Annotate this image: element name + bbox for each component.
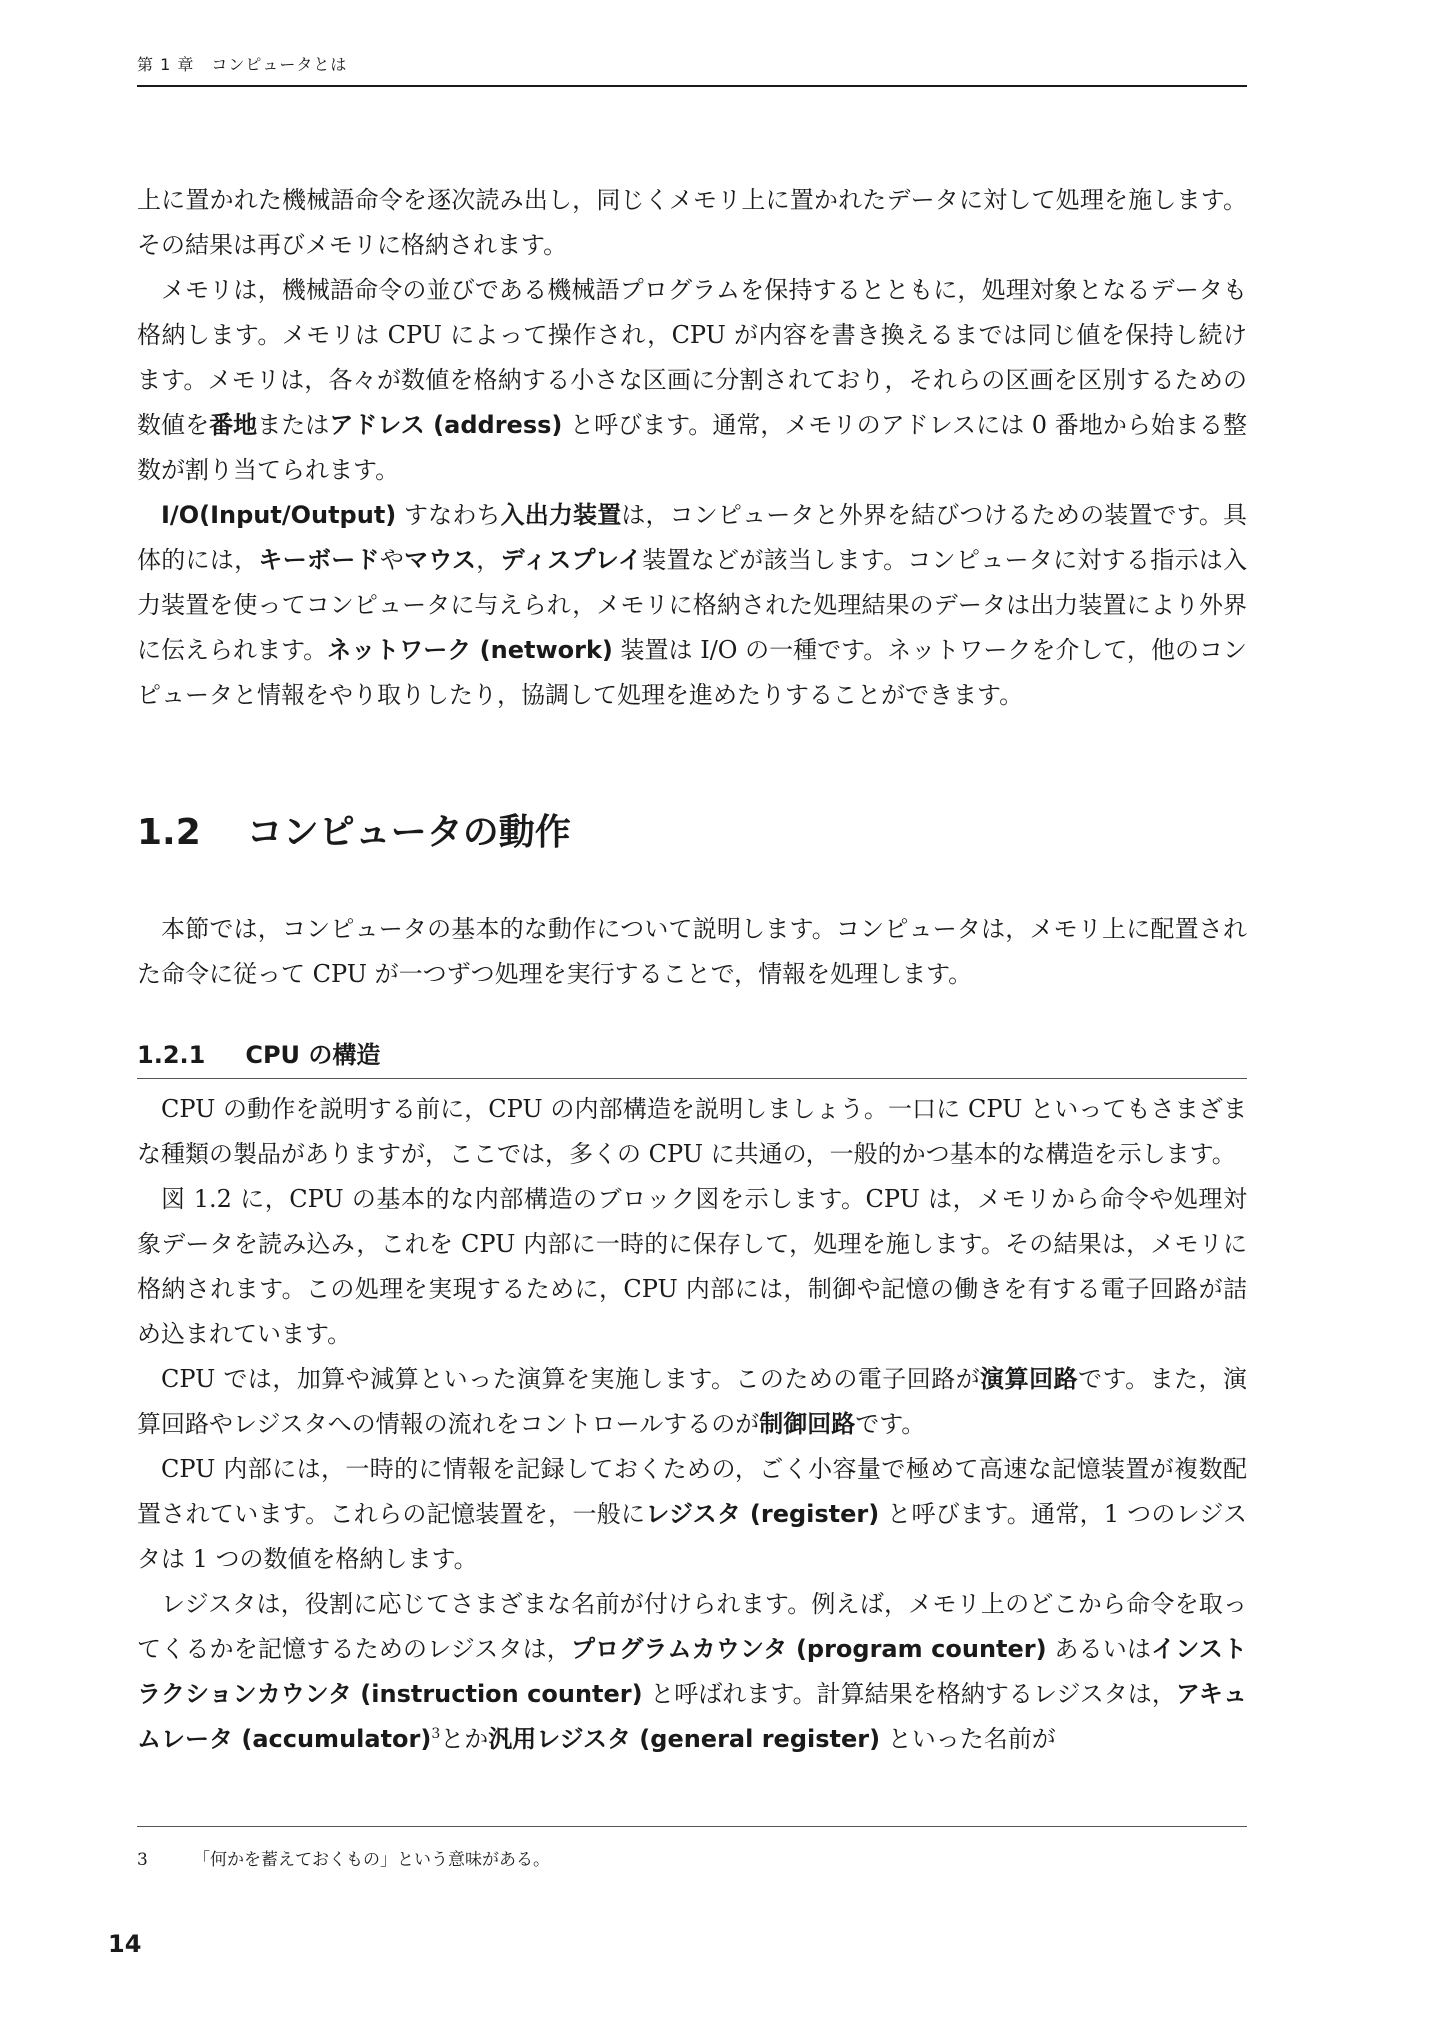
footnote-marker: 3 bbox=[431, 1726, 441, 1742]
term-accumulator: アキュムレータ (accumulator) bbox=[137, 1680, 1247, 1753]
text: 装置は I/O の一種です。ネットワークを介して，他のコンピュータと情報をやり取りしたり，協調して処理を進めたりすることができます。 bbox=[137, 636, 1247, 709]
subsection-number: 1.2.1 bbox=[137, 1041, 206, 1069]
term-io-device: 入出力装置 bbox=[500, 501, 622, 529]
footnote bbox=[137, 1826, 1247, 1870]
page-number: 14 bbox=[108, 1930, 142, 1958]
term-program-counter: プログラムカウンタ (program counter) bbox=[570, 1635, 1047, 1663]
term-alu: 演算回路 bbox=[980, 1365, 1079, 1393]
paragraph-cpu-2: 図 1.2 に，CPU の基本的な内部構造のブロック図を示します。CPU は，メモリから命令や処理対象データを読み込み，これを CPU 内部に一時的に保存して，処理を施します。その結果は，メモリに格納されます。この処理を実現するために，CPU 内部には，制御や記憶の働きを有する電子回路が詰め込まれています。 bbox=[137, 1185, 1247, 1348]
section-intro: 本節では，コンピュータの基本的な動作について説明します。コンピュータは，メモリ上に配置された命令に従って CPU が一つずつ処理を実行することで，情報を処理します。 bbox=[137, 915, 1247, 988]
section-number: 1.2 bbox=[137, 812, 201, 853]
term-register: レジスタ (register) bbox=[645, 1500, 880, 1528]
paragraph-cpu-5 bbox=[137, 1582, 1247, 1762]
text: あるいは bbox=[1046, 1635, 1152, 1663]
term-keyboard: キーボード bbox=[258, 546, 380, 574]
paragraph-memory bbox=[137, 268, 1247, 493]
text: と呼ばれます。計算結果を格納するレジスタは， bbox=[642, 1680, 1176, 1708]
term-banchi: 番地 bbox=[209, 411, 258, 439]
paragraph-cpu-4 bbox=[137, 1447, 1247, 1582]
text: といった名前が bbox=[880, 1725, 1056, 1753]
text: と呼びます。通常，メモリのアドレスには 0 番地から始まる整数が割り当てられます。 bbox=[137, 411, 1248, 484]
term-instruction-counter: インストラクションカウンタ (instruction counter) bbox=[137, 1635, 1247, 1708]
text: すなわち bbox=[396, 501, 501, 529]
text: と呼びます。通常，1 つのレジスタは 1 つの数値を格納します。 bbox=[137, 1500, 1247, 1573]
paragraph-continued: 上に置かれた機械語命令を逐次読み出し，同じくメモリ上に置かれたデータに対して処理を施します。その結果は再びメモリに格納されます。 bbox=[137, 186, 1247, 259]
subsection-title: CPU の構造 bbox=[245, 1041, 381, 1069]
term-mouse: マウス bbox=[404, 546, 477, 574]
text: CPU 内部には，一時的に情報を記録しておくための，ごく小容量で極めて高速な記憶装置が複数配置されています。これらの記憶装置を，一般に bbox=[137, 1455, 1247, 1528]
text: メモリは，機械語命令の並びである機械語プログラムを保持するとともに，処理対象となるデータも格納します。メモリは CPU によって操作され，CPU が内容を書き換えるまでは同じ値を保持し続けます。メモリは，各々が数値を格納する小さな区画に分割されており，それらの区画を区別するための数値を bbox=[137, 276, 1247, 439]
text: レジスタは，役割に応じてさまざまな名前が付けられます。例えば，メモリ上のどこから命令を取ってくるかを記憶するためのレジスタは， bbox=[137, 1590, 1247, 1663]
text: は，コンピュータと外界を結びつけるための装置です。具体的には， bbox=[137, 501, 1248, 574]
text: CPU では，加算や減算といった演算を実施します。このための電子回路が bbox=[161, 1365, 981, 1393]
footnote-text: 「何かを蓄えておくもの」という意味がある。 bbox=[193, 1850, 550, 1870]
footnote-number: 3 bbox=[137, 1850, 148, 1870]
text: または bbox=[257, 411, 330, 439]
section-heading bbox=[137, 804, 1247, 855]
text: とか bbox=[440, 1725, 489, 1753]
text: や bbox=[379, 546, 405, 574]
body-text bbox=[137, 178, 1247, 1762]
term-control-circuit: 制御回路 bbox=[759, 1410, 856, 1438]
text: 装置などが該当します。コンピュータに対する指示は入力装置を使ってコンピュータに与えられ，メモリに格納された処理結果のデータは出力装置により外界に伝えられます。 bbox=[137, 546, 1248, 664]
text: です。また，演算回路やレジスタへの情報の流れをコントロールするのが bbox=[137, 1365, 1247, 1438]
term-general-register: 汎用レジスタ (general register) bbox=[488, 1725, 881, 1753]
subsection-heading bbox=[137, 1035, 1247, 1079]
text: ， bbox=[476, 546, 501, 574]
term-io: I/O(Input/Output) bbox=[161, 501, 397, 529]
term-address: アドレス (address) bbox=[329, 411, 563, 439]
paragraph-cpu-1: CPU の動作を説明する前に，CPU の内部構造を説明しましょう。一口に CPU といってもさまざまな種類の製品がありますが，ここでは，多くの CPU に共通の，一般的かつ基本的な構造を示します。 bbox=[137, 1095, 1247, 1168]
text: です。 bbox=[855, 1410, 926, 1438]
paragraph-cpu-3 bbox=[137, 1357, 1247, 1447]
running-head: 第 1 章 コンピュータとは bbox=[137, 52, 1247, 87]
term-display: ディスプレイ bbox=[500, 546, 643, 574]
section-title: コンピュータの動作 bbox=[246, 812, 571, 853]
paragraph-io bbox=[137, 493, 1247, 718]
term-network: ネットワーク (network) bbox=[327, 636, 613, 664]
